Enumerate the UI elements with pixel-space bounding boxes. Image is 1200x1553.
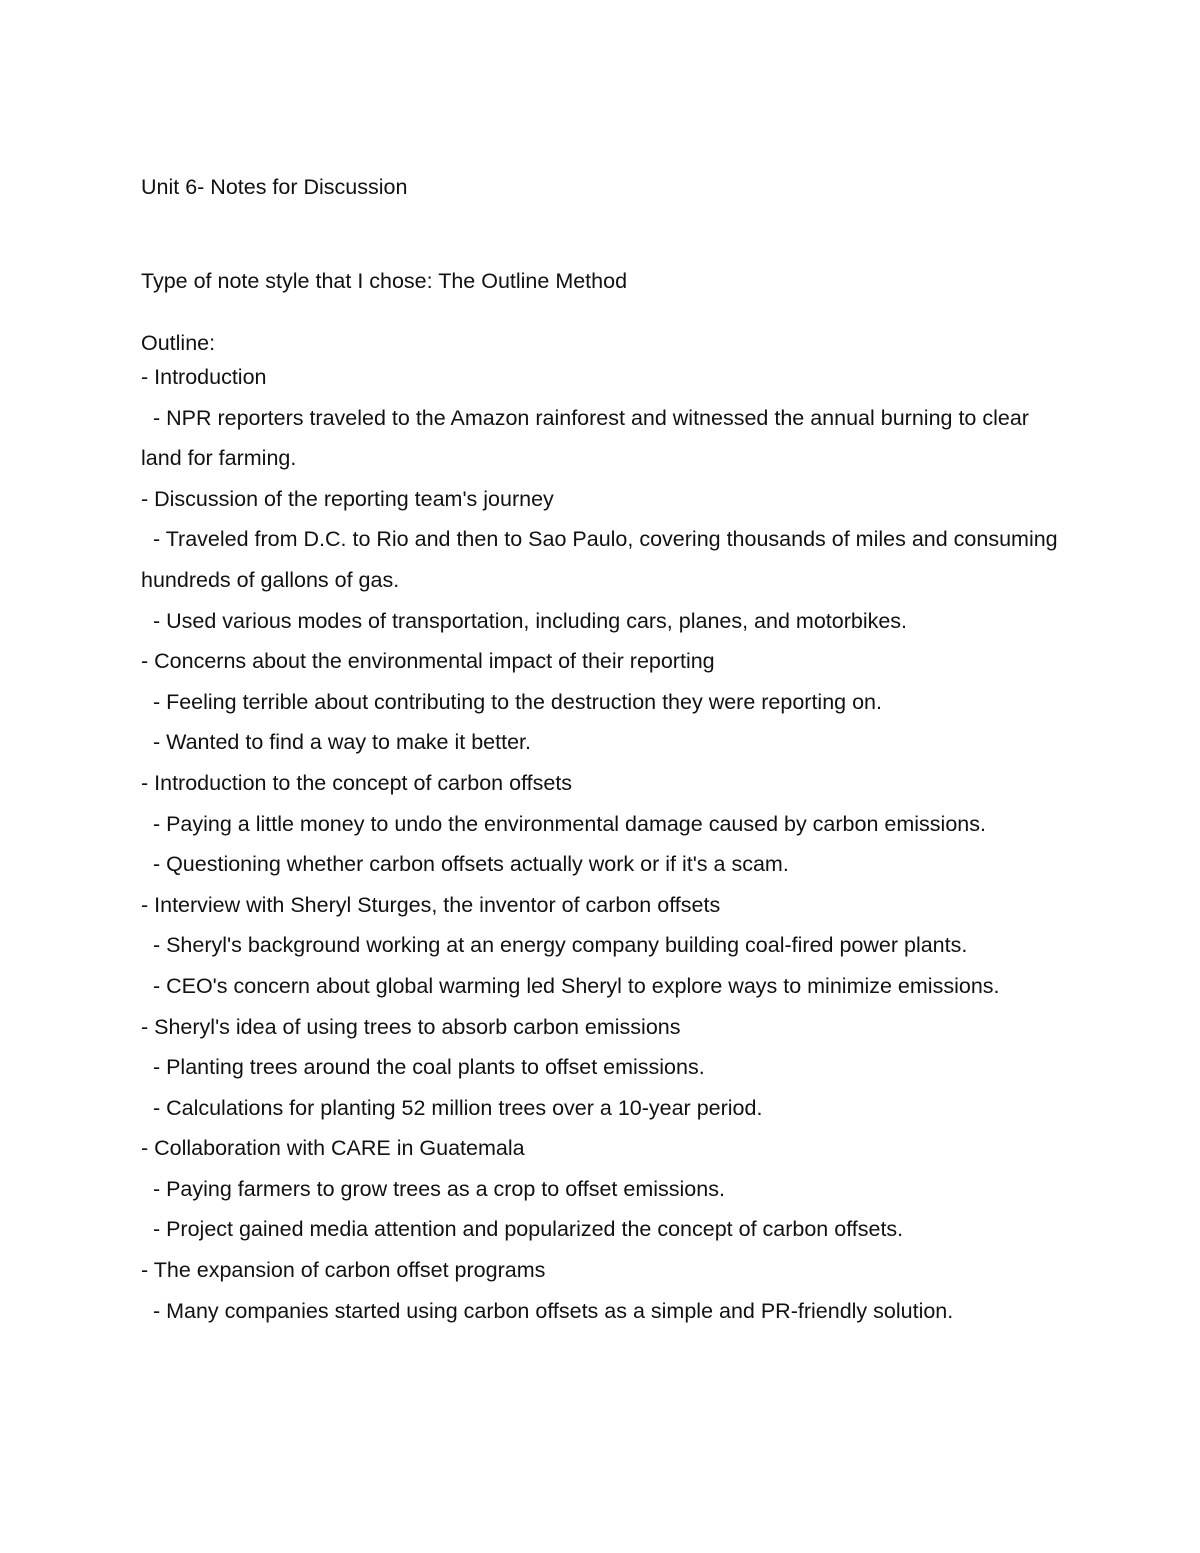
- outline-line: - Concerns about the environmental impact of their reporting: [141, 649, 715, 674]
- outline-line: - Planting trees around the coal plants to offset emissions.: [141, 1055, 705, 1080]
- outline-line: - Introduction: [141, 365, 267, 389]
- outline-line: - Discussion of the reporting team's journey: [141, 486, 554, 511]
- outline-line: - The expansion of carbon offset programs: [141, 1258, 546, 1283]
- outline-line: - Project gained media attention and popularized the concept of carbon offsets.: [141, 1217, 904, 1242]
- outline-line: - Paying farmers to grow trees as a crop to offset emissions.: [141, 1176, 725, 1201]
- outline-line: - Sheryl's idea of using trees to absorb carbon emissions: [141, 1014, 681, 1039]
- outline-line: - Feeling terrible about contributing to the destruction they were reporting on.: [141, 689, 882, 714]
- outline-list: [141, 357, 1071, 1331]
- document-title: Unit 6- Notes for Discussion: [141, 175, 408, 199]
- outline-line: - Wanted to find a way to make it better.: [141, 730, 531, 755]
- outline-line: - Traveled from D.C. to Rio and then to Sao Paulo, covering thousands of miles and consuming hundreds of gallons of gas.: [141, 527, 1064, 592]
- outline-line: - Questioning whether carbon offsets actually work or if it's a scam.: [141, 852, 789, 877]
- outline-line: - Interview with Sheryl Sturges, the inventor of carbon offsets: [141, 892, 721, 917]
- outline-line: - CEO's concern about global warming led Sheryl to explore ways to minimize emissions.: [141, 973, 1000, 998]
- outline-line: - NPR reporters traveled to the Amazon rainforest and witnessed the annual burning to clear land for farming.: [141, 405, 1035, 471]
- outline-line: - Many companies started using carbon offsets as a simple and PR-friendly solution.: [141, 1298, 954, 1323]
- outline-line: - Calculations for planting 52 million trees over a 10-year period.: [141, 1095, 763, 1120]
- outline-line: - Paying a little money to undo the environmental damage caused by carbon emissions.: [141, 811, 986, 836]
- outline-line: - Collaboration with CARE in Guatemala: [141, 1136, 525, 1161]
- outline-line: - Used various modes of transportation, including cars, planes, and motorbikes.: [141, 608, 908, 633]
- outline-line: - Sheryl's background working at an energy company building coal-fired power plants.: [141, 933, 968, 958]
- outline-line: - Introduction to the concept of carbon offsets: [141, 770, 573, 795]
- outline-label: Outline:: [141, 331, 216, 355]
- note-style-line: Type of note style that I chose: The Outline Method: [141, 269, 628, 293]
